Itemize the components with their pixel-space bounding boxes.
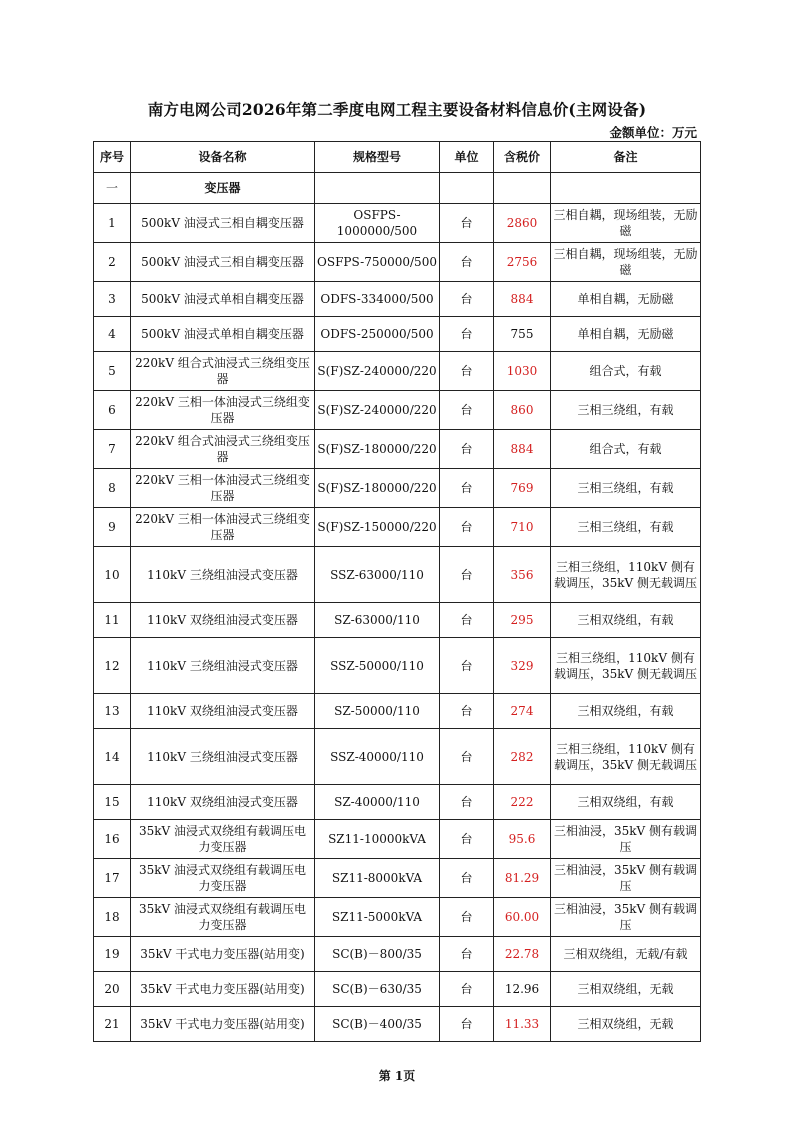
table-row xyxy=(94,430,701,469)
equipment-name: 35kV 干式电力变压器(站用变) xyxy=(131,972,315,1007)
price-table xyxy=(93,141,701,1042)
spec-model: OSFPS-750000/500 xyxy=(315,243,440,282)
table-row xyxy=(94,820,701,859)
row-no: 6 xyxy=(94,391,131,430)
spec-model: SSZ-50000/110 xyxy=(315,638,440,694)
equipment-name: 35kV 油浸式双绕组有载调压电力变压器 xyxy=(131,898,315,937)
table-row xyxy=(94,391,701,430)
remark: 三相双绕组，有载 xyxy=(551,785,701,820)
section-spec xyxy=(315,173,440,204)
price-with-tax: 860 xyxy=(494,391,551,430)
remark: 三相双绕组，无载 xyxy=(551,972,701,1007)
spec-model: SC(B)－630/35 xyxy=(315,972,440,1007)
price-with-tax: 329 xyxy=(494,638,551,694)
row-no: 14 xyxy=(94,729,131,785)
price-with-tax: 81.29 xyxy=(494,859,551,898)
unit: 台 xyxy=(440,1007,494,1042)
row-no: 17 xyxy=(94,859,131,898)
spec-model: ODFS-250000/500 xyxy=(315,317,440,352)
price-with-tax: 60.00 xyxy=(494,898,551,937)
equipment-name: 220kV 组合式油浸式三绕组变压器 xyxy=(131,352,315,391)
row-no: 8 xyxy=(94,469,131,508)
row-no: 21 xyxy=(94,1007,131,1042)
section-unit xyxy=(440,173,494,204)
price-with-tax: 222 xyxy=(494,785,551,820)
row-no: 19 xyxy=(94,937,131,972)
table-row xyxy=(94,898,701,937)
unit: 台 xyxy=(440,204,494,243)
unit: 台 xyxy=(440,352,494,391)
spec-model: SSZ-63000/110 xyxy=(315,547,440,603)
price-with-tax: 710 xyxy=(494,508,551,547)
spec-model: SZ-63000/110 xyxy=(315,603,440,638)
row-no: 3 xyxy=(94,282,131,317)
price-with-tax: 282 xyxy=(494,729,551,785)
row-no: 15 xyxy=(94,785,131,820)
amount-unit-note: 金额单位：万元 xyxy=(609,125,697,140)
page-number: 第 1页 xyxy=(378,1069,416,1083)
price-with-tax: 2860 xyxy=(494,204,551,243)
unit: 台 xyxy=(440,430,494,469)
spec-model: SC(B)－800/35 xyxy=(315,937,440,972)
unit: 台 xyxy=(440,282,494,317)
spec-model: S(F)SZ-180000/220 xyxy=(315,469,440,508)
header-note: 备注 xyxy=(551,142,701,173)
price-with-tax: 356 xyxy=(494,547,551,603)
spec-model: S(F)SZ-150000/220 xyxy=(315,508,440,547)
spec-model: SZ11-10000kVA xyxy=(315,820,440,859)
spec-model: OSFPS-1000000/500 xyxy=(315,204,440,243)
table-row xyxy=(94,508,701,547)
unit: 台 xyxy=(440,785,494,820)
row-no: 12 xyxy=(94,638,131,694)
table-row xyxy=(94,469,701,508)
unit: 台 xyxy=(440,469,494,508)
section-note xyxy=(551,173,701,204)
price-with-tax: 274 xyxy=(494,694,551,729)
row-no: 9 xyxy=(94,508,131,547)
spec-model: SSZ-40000/110 xyxy=(315,729,440,785)
spec-model: S(F)SZ-240000/220 xyxy=(315,391,440,430)
unit: 台 xyxy=(440,547,494,603)
row-no: 10 xyxy=(94,547,131,603)
remark: 三相双绕组，无载/有载 xyxy=(551,937,701,972)
equipment-name: 110kV 双绕组油浸式变压器 xyxy=(131,694,315,729)
header-name: 设备名称 xyxy=(131,142,315,173)
remark: 三相三绕组，110kV 侧有载调压，35kV 侧无载调压 xyxy=(551,547,701,603)
header-spec: 规格型号 xyxy=(315,142,440,173)
spec-model: S(F)SZ-180000/220 xyxy=(315,430,440,469)
price-with-tax: 295 xyxy=(494,603,551,638)
document-title: 南方电网公司2026年第二季度电网工程主要设备材料信息价(主网设备) xyxy=(147,100,647,119)
table-row xyxy=(94,785,701,820)
table-row xyxy=(94,729,701,785)
row-no: 16 xyxy=(94,820,131,859)
remark: 三相双绕组，有载 xyxy=(551,694,701,729)
table-row xyxy=(94,972,701,1007)
remark: 三相三绕组，110kV 侧有载调压，35kV 侧无载调压 xyxy=(551,729,701,785)
price-with-tax: 769 xyxy=(494,469,551,508)
row-no: 13 xyxy=(94,694,131,729)
equipment-name: 110kV 三绕组油浸式变压器 xyxy=(131,638,315,694)
table-row xyxy=(94,547,701,603)
price-with-tax: 11.33 xyxy=(494,1007,551,1042)
unit: 台 xyxy=(440,898,494,937)
remark: 三相油浸，35kV 侧有载调压 xyxy=(551,898,701,937)
row-no: 7 xyxy=(94,430,131,469)
row-no: 1 xyxy=(94,204,131,243)
equipment-name: 500kV 油浸式单相自耦变压器 xyxy=(131,317,315,352)
spec-model: SZ11-5000kVA xyxy=(315,898,440,937)
unit: 台 xyxy=(440,603,494,638)
spec-model: SZ-50000/110 xyxy=(315,694,440,729)
equipment-name: 35kV 干式电力变压器(站用变) xyxy=(131,1007,315,1042)
section-no: 一 xyxy=(94,173,131,204)
price-with-tax: 884 xyxy=(494,282,551,317)
remark: 组合式，有载 xyxy=(551,352,701,391)
remark: 三相三绕组，110kV 侧有载调压，35kV 侧无载调压 xyxy=(551,638,701,694)
table-row xyxy=(94,352,701,391)
table-row xyxy=(94,859,701,898)
table-row xyxy=(94,694,701,729)
table-row xyxy=(94,1007,701,1042)
price-with-tax: 884 xyxy=(494,430,551,469)
spec-model: S(F)SZ-240000/220 xyxy=(315,352,440,391)
price-with-tax: 95.6 xyxy=(494,820,551,859)
equipment-name: 110kV 三绕组油浸式变压器 xyxy=(131,729,315,785)
table-row xyxy=(94,204,701,243)
table-row xyxy=(94,317,701,352)
section-name: 变压器 xyxy=(131,173,315,204)
equipment-name: 110kV 三绕组油浸式变压器 xyxy=(131,547,315,603)
row-no: 20 xyxy=(94,972,131,1007)
unit: 台 xyxy=(440,820,494,859)
remark: 三相自耦，现场组装，无励磁 xyxy=(551,204,701,243)
equipment-name: 500kV 油浸式三相自耦变压器 xyxy=(131,243,315,282)
remark: 三相油浸，35kV 侧有载调压 xyxy=(551,820,701,859)
remark: 三相三绕组，有载 xyxy=(551,469,701,508)
unit: 台 xyxy=(440,317,494,352)
table-row xyxy=(94,603,701,638)
row-no: 2 xyxy=(94,243,131,282)
remark: 单相自耦，无励磁 xyxy=(551,282,701,317)
equipment-name: 35kV 干式电力变压器(站用变) xyxy=(131,937,315,972)
header-price: 含税价 xyxy=(494,142,551,173)
equipment-name: 500kV 油浸式三相自耦变压器 xyxy=(131,204,315,243)
price-with-tax: 1030 xyxy=(494,352,551,391)
remark: 组合式，有载 xyxy=(551,430,701,469)
remark: 三相油浸，35kV 侧有载调压 xyxy=(551,859,701,898)
section-row xyxy=(94,173,701,204)
row-no: 18 xyxy=(94,898,131,937)
unit: 台 xyxy=(440,859,494,898)
table-row xyxy=(94,243,701,282)
equipment-name: 220kV 三相一体油浸式三绕组变压器 xyxy=(131,508,315,547)
remark: 三相三绕组，有载 xyxy=(551,391,701,430)
section-price xyxy=(494,173,551,204)
remark: 三相双绕组，无载 xyxy=(551,1007,701,1042)
unit: 台 xyxy=(440,508,494,547)
table-header-row xyxy=(94,142,701,173)
row-no: 4 xyxy=(94,317,131,352)
price-with-tax: 2756 xyxy=(494,243,551,282)
equipment-name: 220kV 三相一体油浸式三绕组变压器 xyxy=(131,469,315,508)
price-with-tax: 22.78 xyxy=(494,937,551,972)
table-row xyxy=(94,937,701,972)
price-with-tax: 755 xyxy=(494,317,551,352)
unit: 台 xyxy=(440,638,494,694)
remark: 三相自耦，现场组装，无励磁 xyxy=(551,243,701,282)
unit: 台 xyxy=(440,937,494,972)
spec-model: SZ11-8000kVA xyxy=(315,859,440,898)
table-row xyxy=(94,638,701,694)
remark: 三相三绕组，有载 xyxy=(551,508,701,547)
row-no: 11 xyxy=(94,603,131,638)
price-with-tax: 12.96 xyxy=(494,972,551,1007)
equipment-name: 110kV 双绕组油浸式变压器 xyxy=(131,603,315,638)
table-row xyxy=(94,282,701,317)
equipment-name: 35kV 油浸式双绕组有载调压电力变压器 xyxy=(131,820,315,859)
equipment-name: 220kV 组合式油浸式三绕组变压器 xyxy=(131,430,315,469)
spec-model: SC(B)－400/35 xyxy=(315,1007,440,1042)
spec-model: SZ-40000/110 xyxy=(315,785,440,820)
row-no: 5 xyxy=(94,352,131,391)
unit: 台 xyxy=(440,729,494,785)
unit: 台 xyxy=(440,694,494,729)
equipment-name: 110kV 双绕组油浸式变压器 xyxy=(131,785,315,820)
equipment-name: 500kV 油浸式单相自耦变压器 xyxy=(131,282,315,317)
equipment-name: 35kV 油浸式双绕组有载调压电力变压器 xyxy=(131,859,315,898)
spec-model: ODFS-334000/500 xyxy=(315,282,440,317)
remark: 三相双绕组，有载 xyxy=(551,603,701,638)
remark: 单相自耦，无励磁 xyxy=(551,317,701,352)
unit: 台 xyxy=(440,243,494,282)
header-no: 序号 xyxy=(94,142,131,173)
unit: 台 xyxy=(440,391,494,430)
unit: 台 xyxy=(440,972,494,1007)
header-unit: 单位 xyxy=(440,142,494,173)
equipment-name: 220kV 三相一体油浸式三绕组变压器 xyxy=(131,391,315,430)
